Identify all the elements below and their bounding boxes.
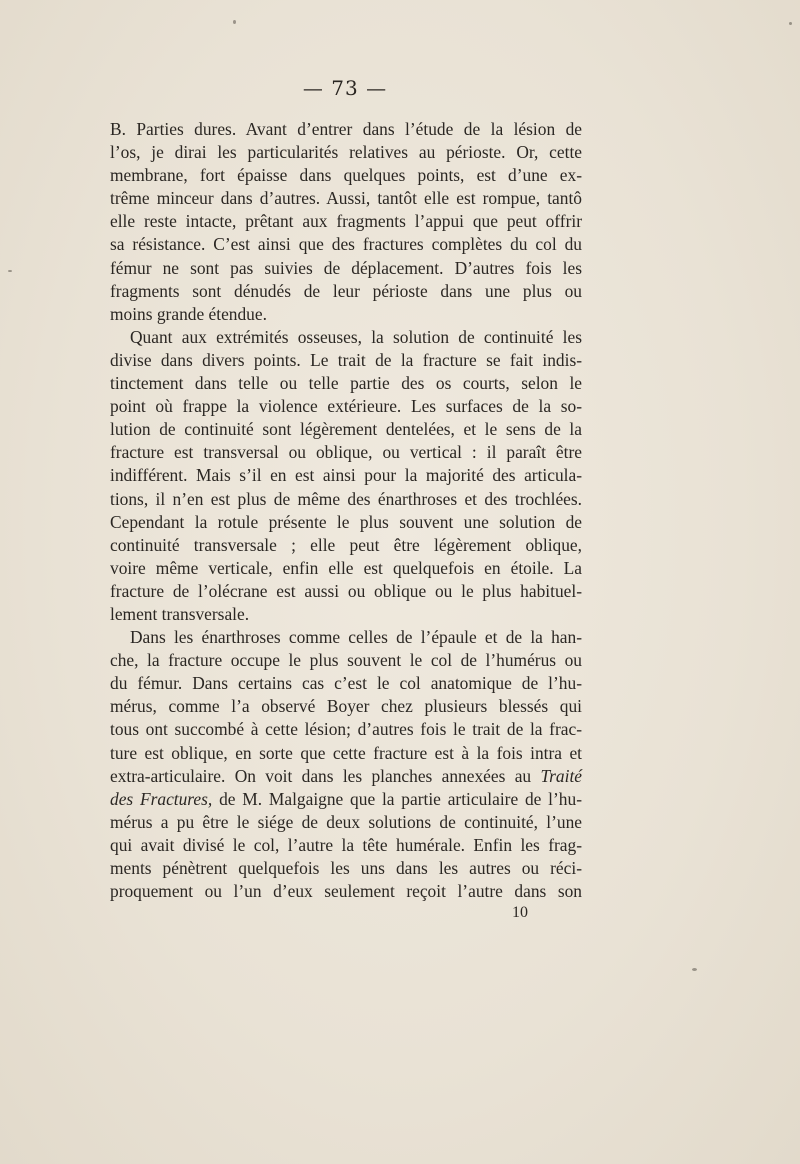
text-line: du fémur. Dans certains cas c’est le col anatomique de l’hu-: [110, 673, 582, 694]
paper-speck: [8, 270, 12, 272]
text-line: tinctement dans telle ou telle partie des os courts, selon le: [110, 373, 582, 394]
text-line: fracture de l’olécrane est aussi ou oblique ou le plus habituel-: [110, 580, 582, 601]
paper-speck: [233, 20, 236, 24]
text-line: B. Parties dures. Avant d’entrer dans l’étude de la lésion de: [110, 119, 582, 139]
text-line: continuité transversale ; elle peut être légèrement oblique,: [110, 534, 582, 555]
text-line: trême minceur dans d’autres. Aussi, tantôt elle est rompue, tantô: [110, 188, 582, 209]
paragraph-start: Dans les énarthroses comme celles de l’épaule et de la han-: [130, 627, 582, 648]
text-line: membrane, fort épaisse dans quelques points, est d’une ex-: [110, 165, 582, 186]
text-line: fracture est transversal ou oblique, ou vertical : il paraît être: [110, 442, 582, 463]
paragraph-start: Quant aux extrémités osseuses, la solution de continuité les: [130, 326, 582, 347]
text-line: lution de continuité sont légèrement dentelées, et le sens de la: [110, 419, 582, 440]
text-line: l’os, je dirai les particularités relatives au périoste. Or, cette: [110, 142, 582, 163]
text-line: ture est oblique, en sorte que cette fracture est à la fois intra et: [110, 742, 582, 763]
text-line: qui avait divisé le col, l’autre la tête humérale. Enfin les frag-: [110, 834, 582, 855]
text-line: tous ont succombé à cette lésion; d’autres fois le trait de la frac-: [110, 719, 582, 740]
signature-mark: 10: [512, 904, 528, 921]
body-text: [110, 118, 582, 903]
text-line-with-italic: [110, 788, 582, 811]
text-line: mérus a pu être le siége de deux solutions de continuité, l’une: [110, 811, 582, 832]
text-line-with-italic: [110, 765, 582, 788]
paper-speck: [692, 968, 697, 971]
text-line: fémur ne sont pas suivies de déplacement. D’autres fois les: [110, 257, 582, 278]
text-line: mérus, comme l’a observé Boyer chez plusieurs blessés qui: [110, 696, 582, 717]
page-number: — 73 —: [302, 76, 388, 100]
text-segment: extra-articulaire. On voit dans les planches annexées au: [110, 765, 532, 786]
text-line: lement transversale.: [110, 603, 250, 624]
text-line: sa résistance. C’est ainsi que des fractures complètes du col du: [110, 234, 582, 255]
text-line: elle reste intacte, prêtant aux fragments l’appui que peut offrir: [110, 211, 582, 232]
paper-speck: [789, 22, 792, 25]
text-line: voire même verticale, enfin elle est quelquefois en étoile. La: [110, 557, 582, 578]
text-line: proquement ou l’un d’eux seulement reçoit l’autre dans son: [110, 881, 582, 902]
text-segment: de M. Malgaigne que la partie articulaire de l’hu-: [219, 788, 582, 809]
italic-title: Traité: [540, 765, 582, 786]
text-line: moins grande étendue.: [110, 303, 267, 324]
text-line: divise dans divers points. Le trait de la fracture se fait indis-: [110, 349, 582, 370]
text-line: tions, il n’en est plus de même des énarthroses et des trochlées.: [110, 488, 582, 509]
text-line: fragments sont dénudés de leur périoste dans une plus ou: [110, 280, 582, 301]
text-line: Cependant la rotule présente le plus souvent une solution de: [110, 511, 582, 532]
text-line: ments pénètrent quelquefois les uns dans les autres ou réci-: [110, 858, 582, 878]
text-line: indifférent. Mais s’il en est ainsi pour la majorité des articula-: [110, 465, 582, 486]
text-line: che, la fracture occupe le plus souvent le col de l’humérus ou: [110, 650, 582, 671]
italic-title: des Fractures,: [110, 788, 213, 809]
text-line: point où frappe la violence extérieure. Les surfaces de la so-: [110, 396, 582, 417]
